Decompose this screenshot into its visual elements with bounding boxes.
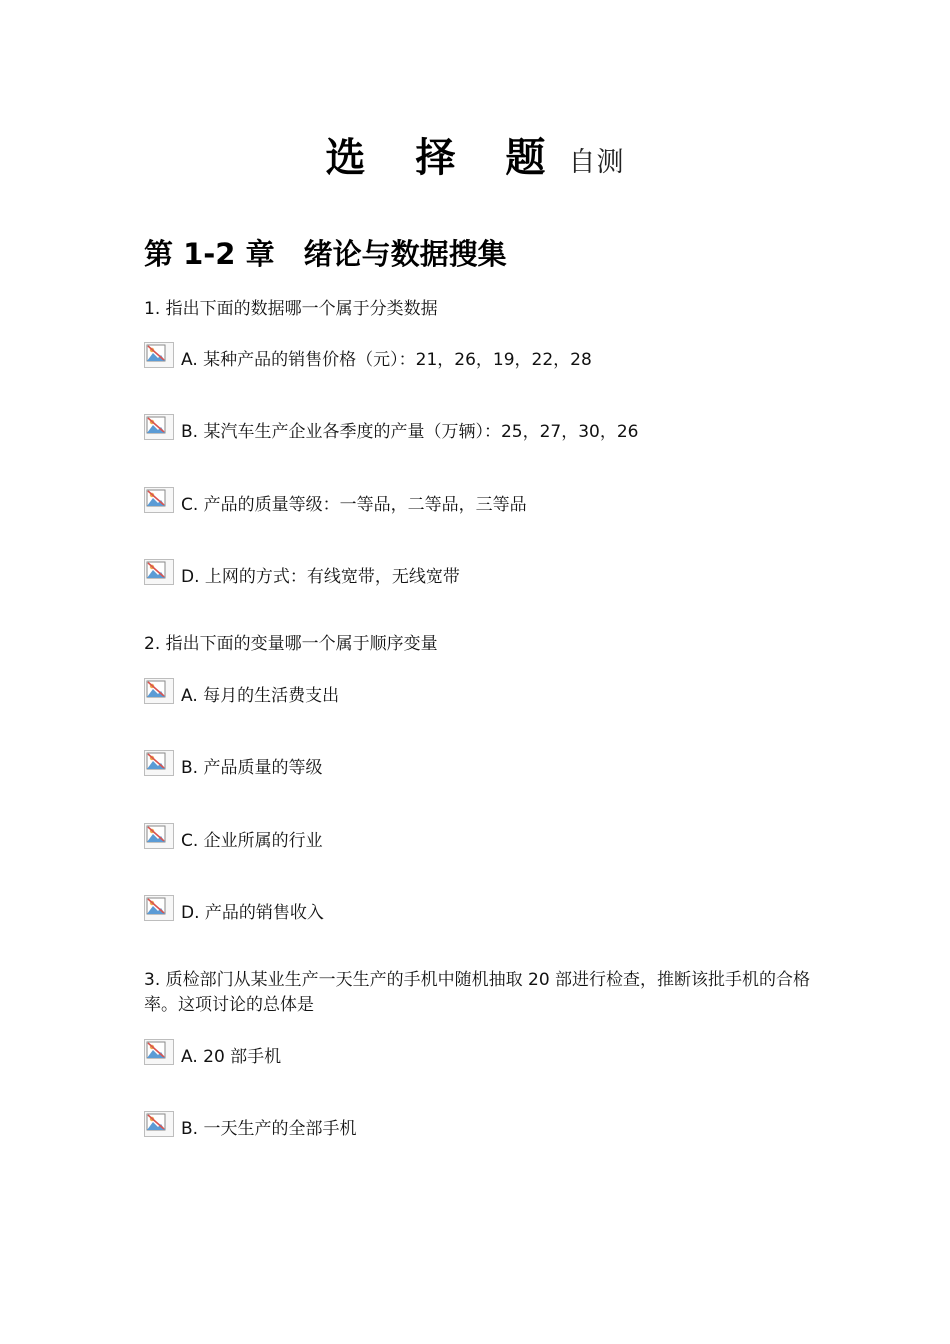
broken-image-icon — [144, 342, 174, 368]
page-title — [0, 126, 950, 183]
option-2b[interactable] — [144, 750, 322, 780]
broken-image-icon — [144, 895, 174, 921]
option-2a[interactable] — [144, 678, 339, 708]
option-2d[interactable] — [144, 895, 324, 925]
option-label: A. 每月的生活费支出 — [181, 686, 340, 706]
option-1b[interactable] — [144, 414, 639, 444]
option-label: A. 20 部手机 — [181, 1047, 282, 1067]
broken-image-icon — [144, 487, 174, 513]
broken-image-icon — [144, 559, 174, 585]
option-2c[interactable] — [144, 823, 323, 853]
option-label: D. 产品的销售收入 — [181, 903, 324, 923]
option-label: A. 某种产品的销售价格（元）：21，26，19，22，28 — [181, 350, 592, 370]
broken-image-icon — [144, 678, 174, 704]
question-text: 2. 指出下面的变量哪一个属于顺序变量 — [144, 634, 438, 654]
option-label: C. 产品的质量等级：一等品，二等品，三等品 — [181, 495, 527, 515]
broken-image-icon — [144, 1039, 174, 1065]
option-label: B. 某汽车生产企业各季度的产量（万辆）：25，27，30，26 — [181, 422, 639, 442]
option-label: B. 产品质量的等级 — [181, 758, 323, 778]
option-3a[interactable] — [144, 1039, 281, 1069]
title-main: 选 择 题 — [325, 135, 564, 181]
question-text: 1. 指出下面的数据哪一个属于分类数据 — [144, 299, 438, 319]
broken-image-icon — [144, 414, 174, 440]
broken-image-icon — [144, 1111, 174, 1137]
option-1d[interactable] — [144, 559, 460, 589]
option-1c[interactable] — [144, 487, 527, 517]
option-3b[interactable] — [144, 1111, 356, 1141]
broken-image-icon — [144, 823, 174, 849]
question-text: 3. 质检部门从某业生产一天生产的手机中随机抽取 20 部进行检查，推断该批手机的合格率。这项讨论的总体是 — [144, 970, 811, 1015]
option-label: B. 一天生产的全部手机 — [181, 1119, 357, 1139]
option-label: D. 上网的方式：有线宽带，无线宽带 — [181, 567, 460, 587]
broken-image-icon — [144, 750, 174, 776]
chapter-heading: 第 1-2 章 绪论与数据搜集 — [144, 237, 507, 271]
option-label: C. 企业所属的行业 — [181, 831, 323, 851]
title-subtitle: 自测 — [568, 147, 625, 178]
option-1a[interactable] — [144, 342, 592, 372]
